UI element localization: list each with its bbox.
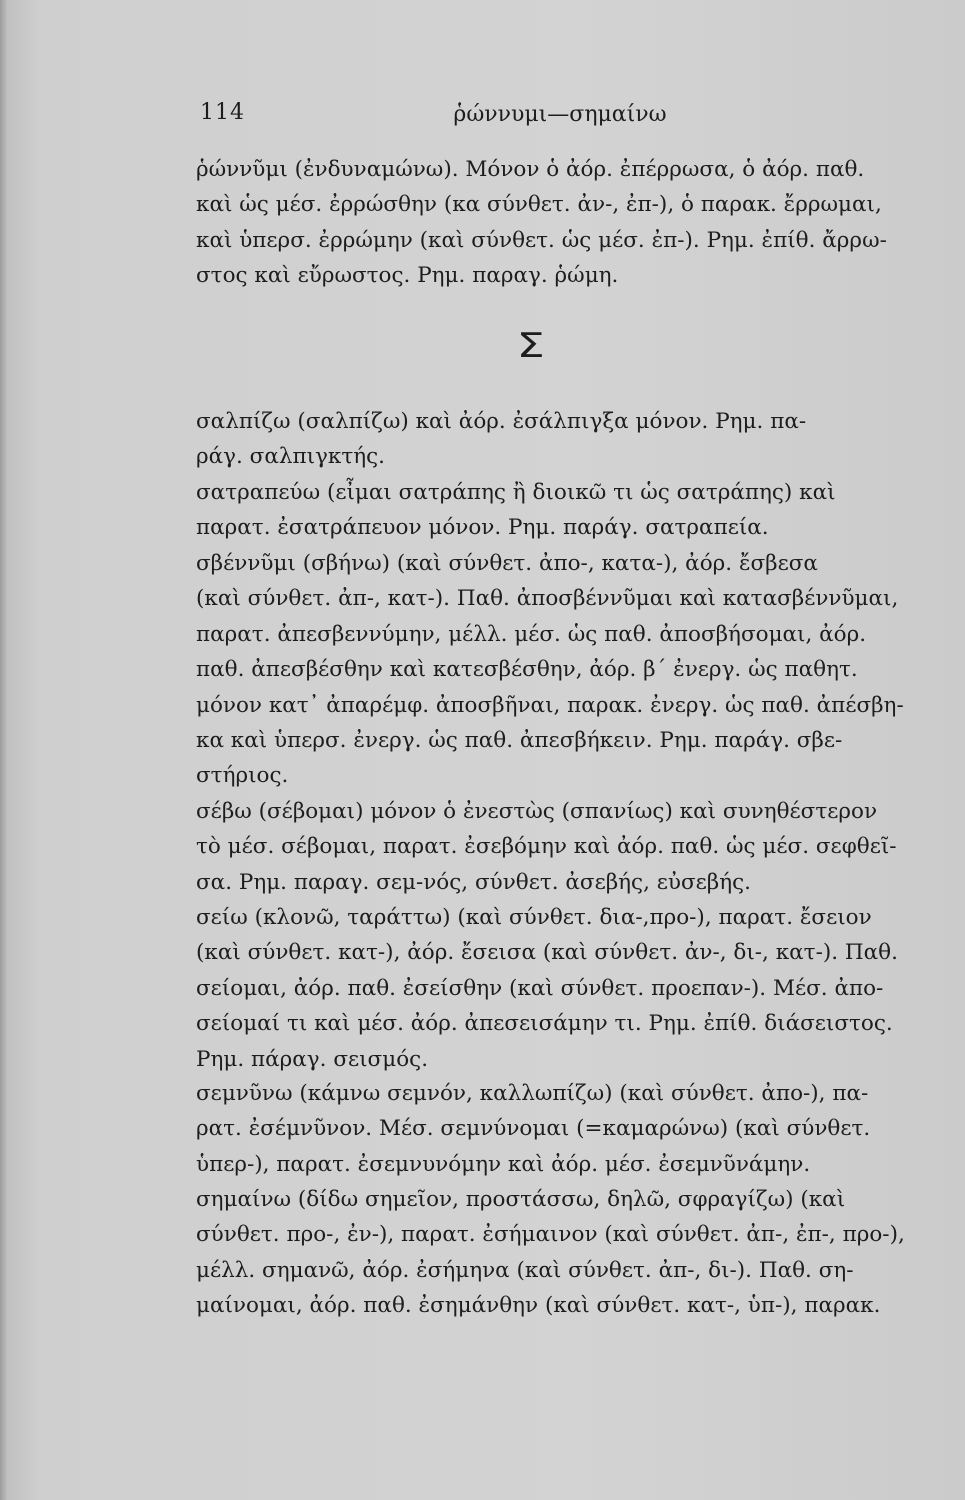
entry-sebo	[196, 794, 920, 900]
entry-line: παρατ. ἀπεσβεννύμην, μέλλ. μέσ. ὡς παθ. ἀποσβήσομαι, ἀόρ.	[196, 621, 867, 647]
entry-line: (καὶ σύνθετ. κατ-), ἀόρ. ἔσεισα (καὶ σύνθετ. ἀν-, δι-, κατ-). Παθ.	[196, 940, 898, 966]
entry-line: παρατ. ἐσατράπευον μόνον. Ρημ. παράγ. σατραπεία.	[196, 515, 769, 541]
entry-semnyno	[196, 1076, 920, 1182]
entry-line: μόνον κατ᾽ ἀπαρέμφ. ἀποσβῆναι, παρακ. ἐνεργ. ὡς παθ. ἀπέσβη-	[196, 692, 904, 718]
header-title: ῥώννυμι—σημαίνω	[453, 102, 667, 127]
entry-line: Ρημ. πάραγ. σεισμός.	[196, 1046, 429, 1072]
entry-ronnymi	[196, 152, 920, 294]
running-head	[200, 100, 920, 134]
page-edge	[0, 0, 8, 1500]
entry-line: ρατ. ἐσέμνῦνον. Μέσ. σεμνύνομαι (=καμαρώνω) (καὶ σύνθετ.	[196, 1116, 871, 1142]
entry-line: μαίνομαι, ἀόρ. παθ. ἐσημάνθην (καὶ σύνθετ. κατ-, ὑπ-), παρακ.	[196, 1293, 881, 1319]
entry-line: σημαίνω (δίδω σημεῖον, προστάσσω, δηλῶ, σφραγίζω) (καὶ	[196, 1187, 846, 1212]
entry-satrapeyo	[196, 475, 920, 546]
entry-line: ῥώννῦμι (ἐνδυναμώνω). Μόνον ὁ ἀόρ. ἐπέρρωσα, ὁ ἀόρ. παθ.	[196, 157, 865, 182]
entry-line: καὶ ὑπερσ. ἐρρώμην (καὶ σύνθετ. ὡς μέσ. ἐπ-). Ρημ. ἐπίθ. ἄρρω-	[196, 227, 887, 253]
section-letter: Σ	[516, 326, 545, 366]
entry-line: τὸ μέσ. σέβομαι, παρατ. ἐσεβόμην καὶ ἀόρ. παθ. ὡς μέσ. σεφθεῖ-	[196, 834, 897, 860]
entry-salpizo	[196, 404, 920, 475]
entry-sbennymi	[196, 546, 920, 794]
entry-line: σείω (κλονῶ, ταράττω) (καὶ σύνθετ. δια-,προ-), παρατ. ἔσειον	[196, 905, 872, 930]
entry-line: σείομαι, ἀόρ. παθ. ἐσείσθην (καὶ σύνθετ. προεπαν-). Μέσ. ἀπο-	[196, 975, 884, 1001]
entry-line: στος καὶ εὔρωστος. Ρημ. παραγ. ῥώμη.	[196, 263, 619, 289]
entry-line: μέλλ. σημανῶ, ἀόρ. ἐσήμηνα (καὶ σύνθετ. ἀπ-, δι-). Παθ. ση-	[196, 1257, 854, 1283]
entry-line: στήριος.	[196, 763, 289, 789]
entry-line: σβέννῦμι (σβήνω) (καὶ σύνθετ. ἀπο-, κατα-), ἀόρ. ἔσβεσα	[196, 551, 818, 576]
entry-line: σείομαί τι καὶ μέσ. ἀόρ. ἀπεσεισάμην τι. Ρημ. ἐπίθ. διάσειστος.	[196, 1011, 893, 1037]
entry-line: ράγ. σαλπιγκτής.	[196, 444, 385, 470]
entry-seio	[196, 900, 920, 1077]
entry-line: (καὶ σύνθετ. ἀπ-, κατ-). Παθ. ἀποσβέννῦμαι καὶ κατασβέννῦμαι,	[196, 586, 899, 612]
page-number: 114	[200, 100, 245, 125]
entry-line: καὶ ὡς μέσ. ἐρρώσθην (κα σύνθετ. ἀν-, ἐπ-), ὁ παρακ. ἔρρωμαι,	[196, 192, 882, 218]
entry-semaino	[196, 1182, 920, 1324]
entry-line: σα. Ρημ. παραγ. σεμ-νός, σύνθετ. ἀσεβής, εὐσεβής.	[196, 869, 751, 895]
entry-line: κα καὶ ὑπερσ. ἐνεργ. ὡς παθ. ἀπεσβήκειν. Ρημ. παράγ. σβε-	[196, 727, 843, 753]
entry-line: ὑπερ-), παρατ. ἐσεμνυνόμην καὶ ἀόρ. μέσ. ἐσεμνῦνάμην.	[196, 1151, 811, 1177]
entry-line: παθ. ἀπεσβέσθην καὶ κατεσβέσθην, ἀόρ. β΄ ἐνεργ. ὡς παθητ.	[196, 657, 858, 683]
entry-line: σέβω (σέβομαι) μόνον ὁ ἐνεστὼς (σπανίως) καὶ συνηθέστερον	[196, 799, 878, 824]
entry-line: σεμνῦνω (κάμνω σεμνόν, καλλωπίζω) (καὶ σύνθετ. ἀπο-), πα-	[196, 1081, 869, 1106]
entry-line: σαλπίζω (σαλπίζω) καὶ ἀόρ. ἐσάλπιγξα μόνον. Ρημ. πα-	[196, 409, 807, 434]
entry-line: σατραπεύω (εἶμαι σατράπης ἢ διοικῶ τι ὡς σατράπης) καὶ	[196, 480, 836, 505]
entry-line: σύνθετ. προ-, ἐν-), παρατ. ἐσήμαινον (καὶ σύνθετ. ἀπ-, ἐπ-, προ-),	[196, 1222, 905, 1248]
